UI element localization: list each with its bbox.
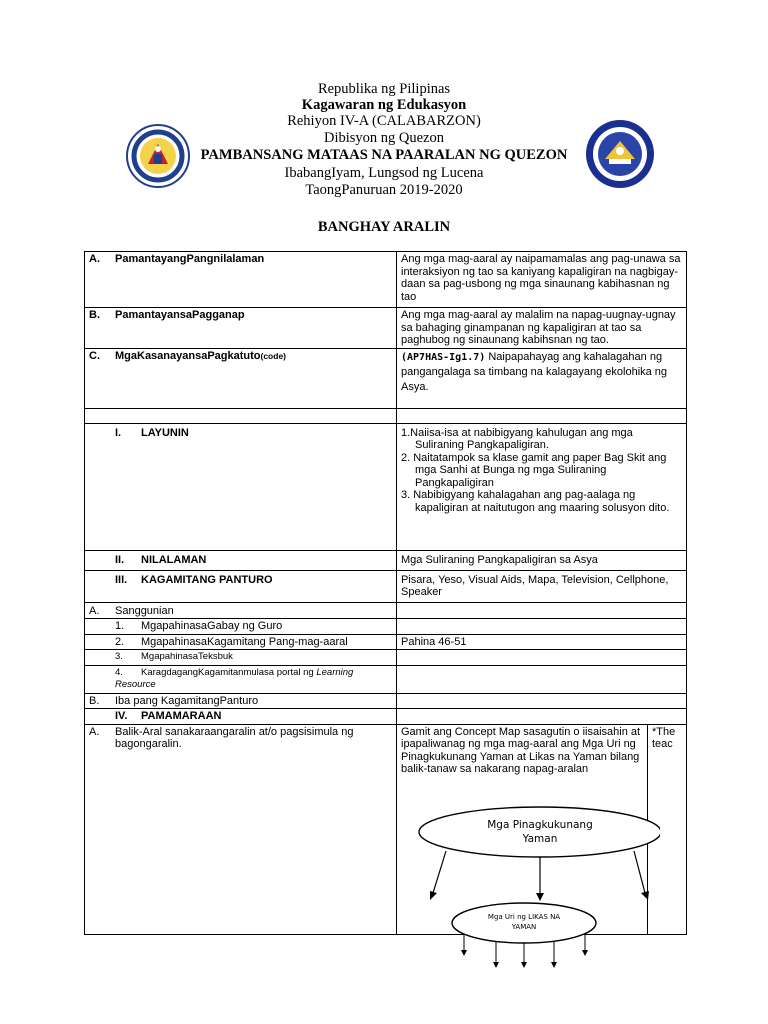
row-label	[85, 650, 397, 666]
empty-cell	[397, 709, 687, 725]
kasanayan-text-cell	[397, 348, 687, 408]
deped-seal-logo	[126, 124, 190, 188]
empty-cell	[397, 408, 687, 423]
row-label	[85, 348, 397, 408]
row-number: 4.	[115, 666, 123, 678]
portal-label: KaragdagangKagamitanmulasa portal ng	[141, 666, 317, 678]
iba-pang-kagamitan-label: Iba pang KagamitangPanturo	[115, 694, 259, 707]
row-number: 1.	[115, 620, 125, 632]
table-row	[85, 550, 687, 570]
empty-cell	[397, 665, 687, 693]
pamamaraan-label: PAMAMARAAN	[141, 710, 222, 722]
table-row-empty	[85, 408, 687, 423]
table-row	[85, 570, 687, 602]
pahina-text: Pahina 46-51	[397, 634, 687, 650]
concept-node-top	[419, 807, 660, 857]
row-label	[85, 602, 397, 619]
school-seal-logo	[585, 119, 655, 189]
table-row	[85, 423, 687, 550]
layunin-label: LAYUNIN	[141, 426, 189, 439]
table-row	[85, 602, 687, 619]
row-number: I.	[115, 426, 122, 439]
empty-cell	[397, 650, 687, 666]
objective-item: 3. Nabibigyang kahalagahan ang pag-aalaga ng kapaligiran at naitutugon ang maaring solusyon dito.	[401, 489, 670, 514]
header-address: IbabangIyam, Lungsod ng Lucena	[284, 165, 484, 181]
teacher-note: *The teac	[648, 724, 687, 934]
empty-cell	[85, 408, 397, 423]
balik-aral-label: Balik-Aral sanakaraangaralin at/o pagsisimula ng bagongaralin.	[115, 725, 354, 750]
empty-cell	[397, 693, 687, 709]
row-number: 3.	[115, 651, 123, 662]
kasanayan-label: MgaKasanayansaPagkatuto	[115, 349, 261, 362]
portal-label-italic: Learning Resource	[115, 666, 354, 690]
row-number: III.	[115, 573, 128, 586]
row-number: II.	[115, 553, 125, 566]
row-label	[85, 693, 397, 709]
row-label	[85, 550, 397, 570]
gabay-ng-guro-label: MgapahinasaGabay ng Guro	[141, 620, 283, 632]
sanggunian-label: Sanggunian	[115, 604, 174, 617]
row-label	[85, 308, 397, 349]
kagamitang-pang-mag-aaral-label: MgapahinasaKagamitang Pang-mag-aaral	[141, 635, 348, 648]
pamantayang-pangnilalaman-text: Ang mga mag-aaral ay naipamamalas ang pag-unawa sa interaksiyon ng tao sa kaniyang kapaligiran na nagbigay-daan sa pag-usbong ng mga sinaunang kabihasnan ng tao	[397, 252, 687, 308]
empty-cell	[397, 602, 687, 619]
document-title: BANGHAY ARALIN	[317, 219, 451, 235]
pamantayan-sa-pagganap-text: Ang mga mag-aaral ay malalim na napag-uugnay-ugnay sa bahaging ginampanan ng kapaligiran at tao sa paghubog ng sinaunang kabihsnan ng tao.	[397, 308, 687, 349]
row-label	[85, 724, 397, 934]
row-label	[85, 634, 397, 650]
row-letter: A.	[89, 725, 100, 738]
header-republika: Republika ng Pilipinas	[317, 81, 451, 97]
code-label-small: (code)	[260, 350, 286, 361]
row-label	[85, 709, 397, 725]
balik-aral-text: Gamit ang Concept Map sasagutin o iisaisahin at ipapaliwanag ng mga mag-aaral ang Mga Uri ng Pinagkukunang Yaman at Likas na Yaman bilang balik-tanaw sa nakarang napag-aralan	[397, 724, 648, 934]
teksbuk-label: MgapahinasaTeksbuk	[141, 651, 233, 662]
row-label	[85, 665, 397, 693]
row-label	[85, 252, 397, 308]
table-row	[85, 348, 687, 408]
table-row	[85, 650, 687, 666]
row-letter: A.	[89, 604, 100, 617]
table-row	[85, 619, 687, 635]
table-row	[85, 693, 687, 709]
kagamitang-panturo-text: Pisara, Yeso, Visual Aids, Mapa, Television, Cellphone, Speaker	[397, 570, 687, 602]
kagamitang-panturo-label: KAGAMITANG PANTURO	[141, 573, 273, 586]
row-number: 2.	[115, 635, 125, 648]
empty-cell	[397, 619, 687, 635]
row-label	[85, 570, 397, 602]
pamantayang-pangnilalaman-label: PamantayangPangnilalaman	[115, 253, 265, 265]
nilalaman-text: Mga Suliraning Pangkapaligiran sa Asya	[397, 550, 687, 570]
row-label	[85, 619, 397, 635]
nilalaman-label: NILALAMAN	[141, 553, 207, 566]
row-label	[85, 423, 397, 550]
row-letter: A.	[89, 253, 100, 265]
header-rehiyon: Rehiyon IV-A (CALABARZON)	[287, 113, 481, 129]
row-number: IV.	[115, 710, 128, 722]
pamantayan-sa-pagganap-label: PamantayansaPagganap	[115, 309, 245, 321]
table-row	[85, 709, 687, 725]
kasanayan-text: Naipapahayag ang kahalagahan ng pangangalaga sa timbang na kalagayang ekolohika ng Asya.	[401, 350, 668, 393]
row-letter: B.	[89, 694, 100, 707]
table-row	[85, 308, 687, 349]
header-school-year: TaongPanuruan 2019-2020	[305, 182, 463, 198]
objective-item: 1.Naiisa-isa at nabibigyang kahulugan ang mga Suliraning Pangkapaligiran.	[401, 426, 633, 451]
header-dibisyon: Dibisyon ng Quezon	[323, 130, 444, 146]
header-school-name: PAMBANSANG MATAAS NA PAARALAN NG QUEZON	[200, 147, 568, 163]
table-row	[85, 252, 687, 308]
row-letter: B.	[89, 309, 100, 321]
objective-item: 2. Naitatampok sa klase gamit ang paper Bag Skit ang mga Sanhi at Bunga ng mga Suliraning Pangkapaligiran	[401, 451, 667, 489]
table-row	[85, 634, 687, 650]
competency-code: (AP7HAS-Ig1.7)	[401, 351, 486, 363]
layunin-objectives	[397, 423, 687, 550]
table-row	[85, 665, 687, 693]
concept-map	[400, 805, 660, 975]
header-kagawaran: Kagawaran ng Edukasyon	[301, 97, 467, 113]
concept-node-sub-label: Mga Uri ng LIKAS NA YAMAN	[487, 913, 561, 931]
concept-node-top-label: Mga Pinagkukunang Yaman	[487, 819, 593, 845]
row-letter: C.	[89, 349, 100, 362]
